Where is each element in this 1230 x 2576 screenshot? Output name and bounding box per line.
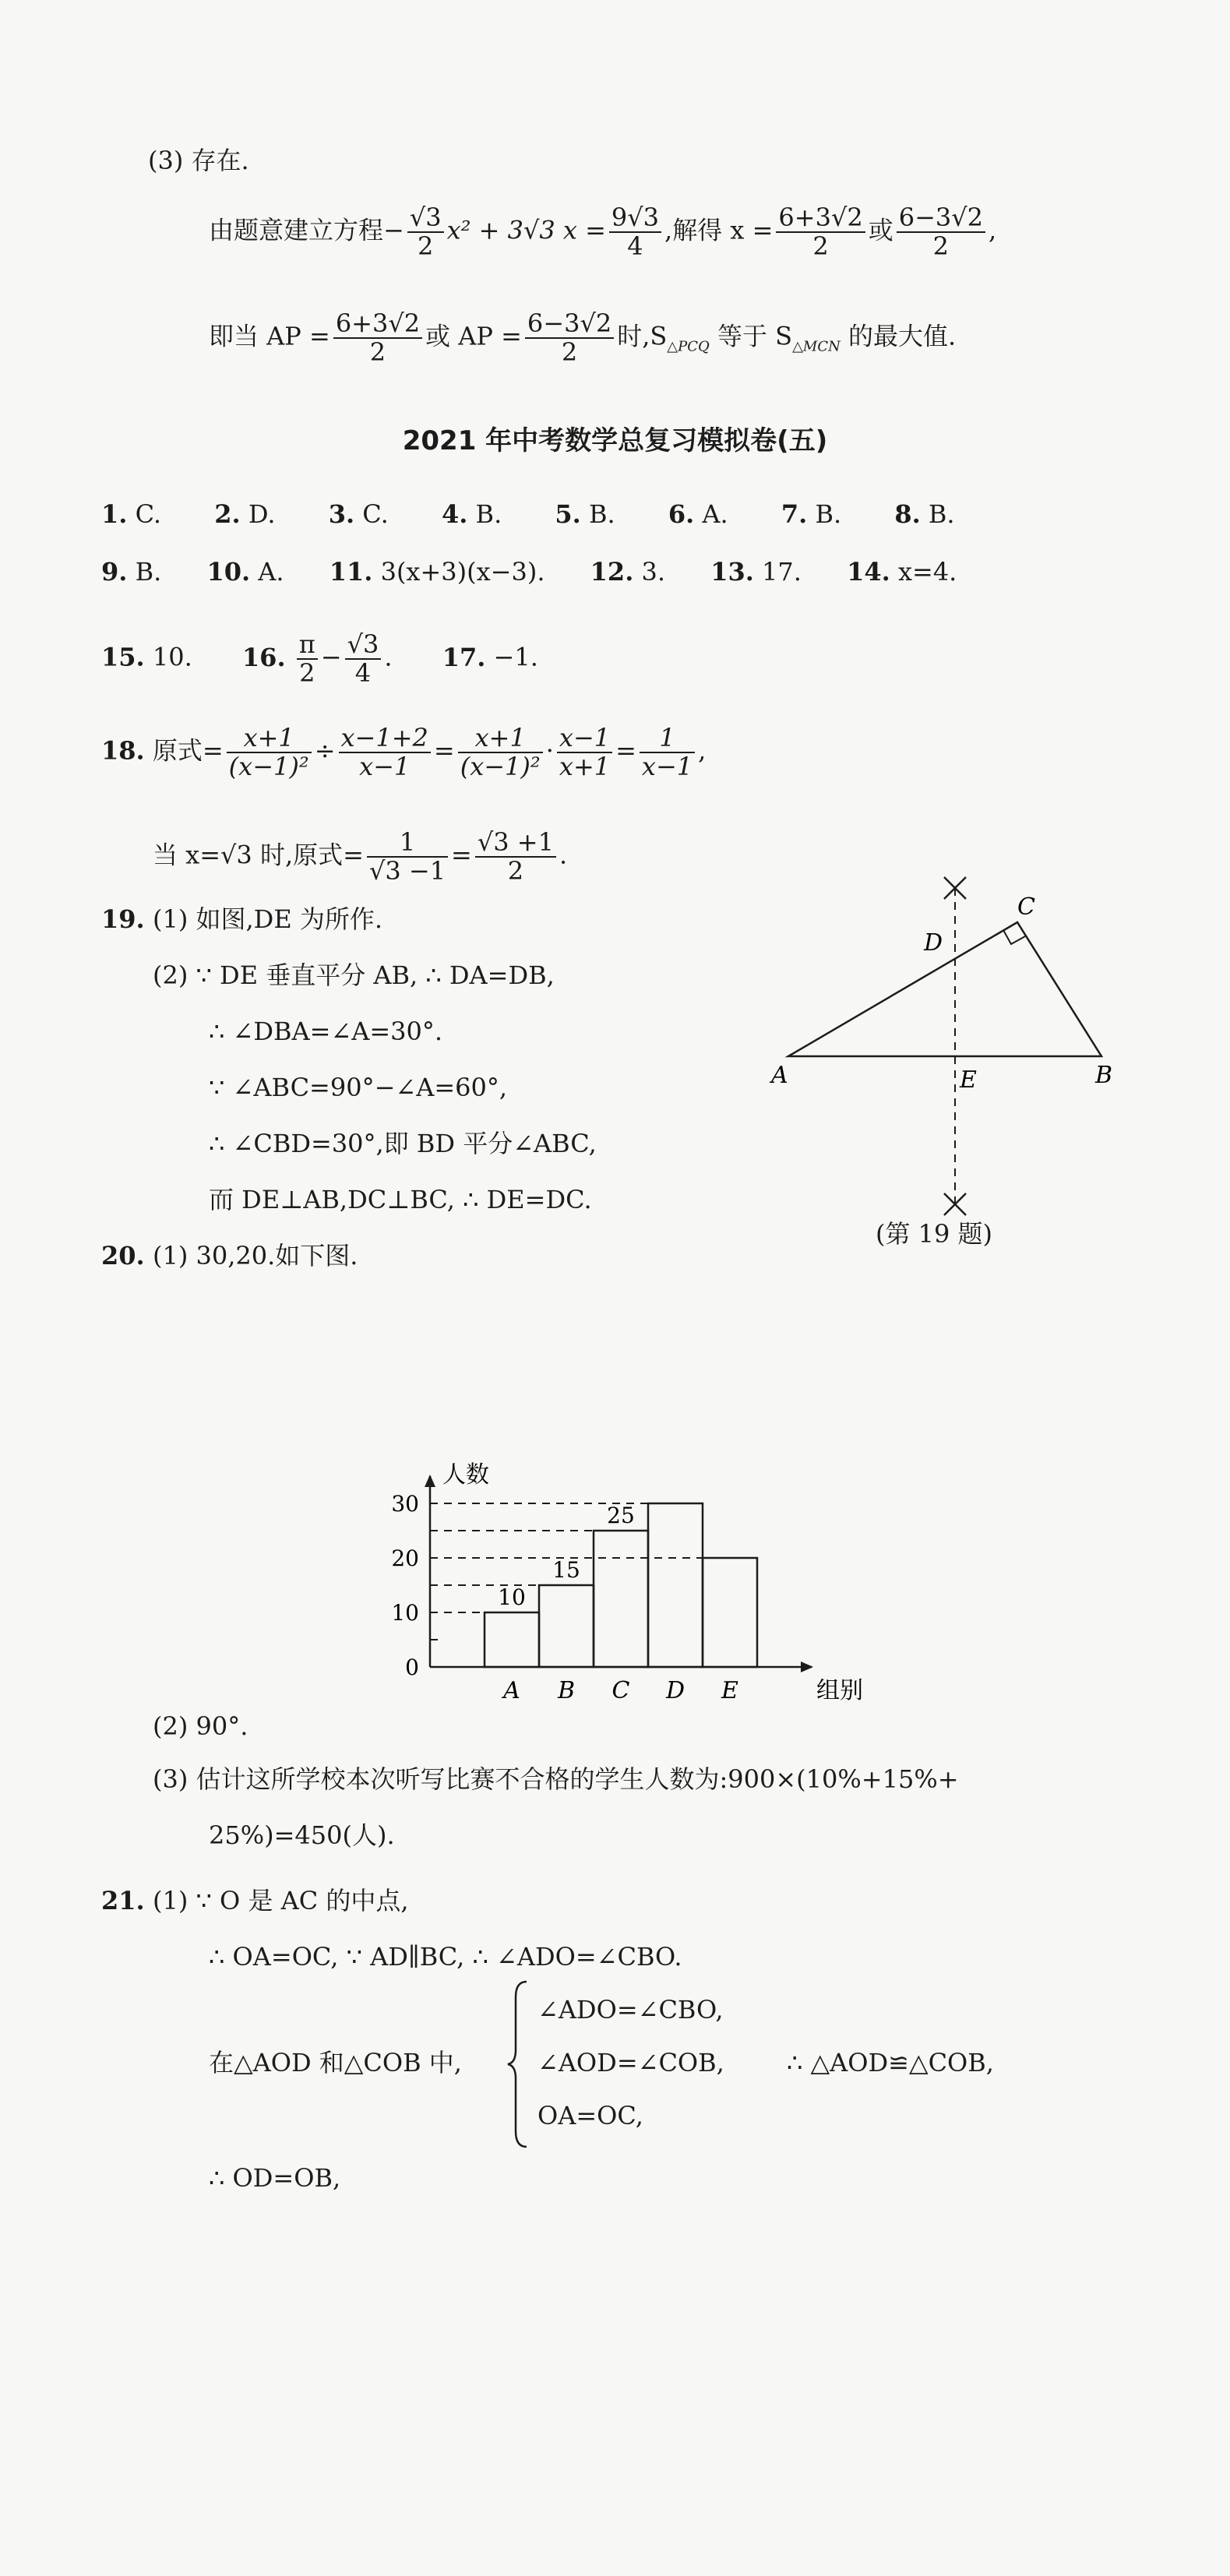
y-tick-label: 10 [391, 1600, 419, 1626]
y-axis-label: 人数 [442, 1461, 489, 1489]
answers-row-2: 9. B. 10. A. 11. 3(x+3)(x−3). 12. 3. 13. 17. 14. x=4. [101, 557, 957, 587]
bar-C [594, 1531, 648, 1667]
fraction: $\frac{6-3√2}{2}$ [525, 310, 614, 366]
label-d: D [924, 929, 943, 957]
y-tick-label: 30 [391, 1491, 419, 1517]
q19-line: (1) 如图,DE 为所作. [153, 904, 383, 934]
part3-equation-line: 由题意建立方程− $\frac{√3}{2}$ x² + 3√3 x = $\frac{9√3}{4}$ ,解得 x = $\frac{6+3√2}{2}$ 或 $\frac{6-3√2}{2}$ , [209, 203, 997, 262]
y-tick-label: 0 [405, 1654, 419, 1680]
answers-row-1: 1. C. 2. D. 3. C. 4. B. 5. B. 6. A. 7. B. 8. B. [101, 499, 955, 529]
q19-triangle-figure [771, 857, 1145, 1262]
fraction: $\frac{6+3√2}{2}$ [776, 204, 865, 260]
q19-line: ∵ ∠ABC=90°−∠A=60°, [209, 1073, 508, 1102]
q21-line4: ∴ OD=OB, [209, 2163, 341, 2193]
fraction: $\frac{√3}{4}$ [345, 631, 382, 687]
fraction: $\frac{6-3√2}{2}$ [897, 204, 985, 260]
x-tick-label: E [721, 1677, 738, 1704]
q20-bar-chart [366, 1277, 863, 1721]
label-e: E [960, 1066, 977, 1094]
q18-line-1: 18. 原式= $\frac{x+1}{\text{(x−1)²}}$ ÷ $\frac{x-1+2}{x-1}$ = $\frac{x+1}{\text{(x−1)²}}$ · $\frac{x-1}{x+1}$ = $\frac{1}{x-1}$ , [101, 723, 707, 782]
part3-label: (3) 存在. [148, 146, 249, 175]
y-axis-arrow [425, 1475, 435, 1487]
q20-part2: (2) 90°. [153, 1711, 248, 1741]
triangle-abc [788, 922, 1101, 1056]
bar-B [539, 1585, 594, 1667]
page-title: 2021 年中考数学总复习模拟卷(五) [402, 425, 828, 456]
brace-line: ∠ADO=∠CBO, [537, 1995, 724, 2025]
x-axis-arrow [801, 1662, 813, 1672]
bar-data-label: 25 [607, 1503, 635, 1528]
q20-number: 20. [101, 1241, 145, 1270]
q19-line: ∴ ∠CBD=30°,即 BD 平分∠ABC, [209, 1129, 597, 1158]
q19-line: ∴ ∠DBA=∠A=30°. [209, 1017, 443, 1046]
q19-number: 19. [101, 904, 145, 934]
q19-figure-caption: (第 19 题) [876, 1219, 993, 1249]
bar-data-label: 15 [552, 1557, 580, 1583]
label-b: B [1095, 1062, 1113, 1089]
q20-part3-line2: 25%)=450(人). [209, 1820, 395, 1850]
x-tick-label: C [611, 1677, 630, 1704]
fraction: $\frac{√3}{2}$ [407, 204, 444, 260]
q20-part1: (1) 30,20.如下图. [153, 1241, 358, 1270]
q21-line2: ∴ OA=OC, ∵ AD∥BC, ∴ ∠ADO=∠CBO. [209, 1942, 682, 1972]
q18-line-2: 当 x=√3 时,原式= $\frac{1}{√3 -1}$ = $\frac{√3 +1}{2}$ . [153, 827, 568, 886]
bar-data-label: 10 [498, 1584, 526, 1610]
q20-part3-line1: (3) 估计这所学校本次听写比赛不合格的学生人数为:900×(10%+15%+ [153, 1764, 959, 1794]
system-brace [508, 1979, 531, 2150]
q21-line3-conclusion: ∴ △AOD≌△COB, [787, 2048, 994, 2077]
fraction: $\frac{\pi}{2}$ [297, 631, 318, 687]
q21-line3-prefix: 在△AOD 和△COB 中, [209, 2048, 462, 2077]
q19-line: 而 DE⊥AB,DC⊥BC, ∴ DE=DC. [209, 1185, 592, 1214]
q21-line1: (1) ∵ O 是 AC 的中点, [153, 1886, 409, 1915]
fraction: $\frac{9√3}{4}$ [609, 204, 661, 260]
y-tick-label: 20 [391, 1545, 419, 1571]
label-c: C [1017, 893, 1035, 921]
x-tick-label: D [665, 1677, 685, 1704]
label-a: A [771, 1062, 788, 1089]
x-tick-label: B [557, 1677, 576, 1704]
q21-number: 21. [101, 1886, 145, 1915]
brace-line: OA=OC, [537, 2101, 643, 2130]
x-axis-label: 组别 [816, 1677, 863, 1704]
x-tick-label: A [503, 1677, 520, 1704]
bar-E [703, 1558, 757, 1667]
brace-line: ∠AOD=∠COB, [537, 2048, 724, 2077]
q19-line: (2) ∵ DE 垂直平分 AB, ∴ DA=DB, [153, 960, 555, 990]
answers-row-3: 15. 10. 16. $\frac{\pi}{2}$ − $\frac{√3}{4}$ . 17. −1. [101, 629, 538, 689]
bar-A [485, 1612, 539, 1667]
right-angle-mark [1003, 930, 1025, 944]
bar-D [648, 1503, 703, 1667]
fraction: $\frac{6+3√2}{2}$ [333, 310, 422, 366]
part3-conclusion-line: 即当 AP = $\frac{6+3√2}{2}$ 或 AP = $\frac{6-3√2}{2}$ 时$,S_{\triangle PCQ}$ 等于 $S_{\triangle MCN}$ 的最大值. [209, 308, 957, 368]
